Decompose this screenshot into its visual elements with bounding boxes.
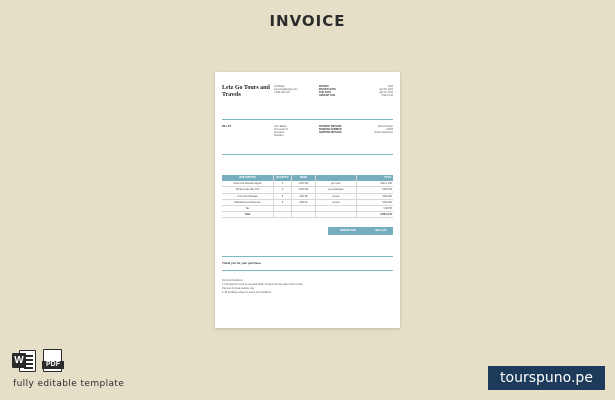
meta-label-invoice: INVOICE: [319, 85, 329, 88]
word-letter: W: [12, 353, 26, 368]
empty-cell: [274, 206, 292, 211]
company-name: Letz Go Tours and Travels: [222, 85, 270, 98]
empty-cell: [316, 212, 357, 217]
cell-total: USD 400: [382, 188, 392, 192]
divider-thanks-bottom: [222, 270, 393, 271]
pdf-label: PDF: [42, 361, 64, 369]
meta-value-due-date: Apr 23, 2021: [379, 91, 393, 94]
page-heading: INVOICE: [269, 12, 346, 30]
empty-cell: [316, 206, 357, 211]
tax-value: USD 80: [383, 206, 392, 210]
total-row: [222, 212, 393, 218]
cell-description: Hotel Inca Sonesta Jaguar: [222, 181, 274, 186]
editable-template-caption: fully editable template: [13, 379, 125, 389]
cell-quantity: 5: [274, 200, 292, 205]
pdf-doc-icon: [42, 349, 64, 373]
cell-description: Titicaca Lake Day Tour: [222, 187, 274, 192]
line-items-table: [222, 175, 393, 218]
header-quantity: QUANTITY: [274, 175, 292, 181]
terms-label-payment: PAYMENT METHOD: [319, 125, 342, 128]
terms-value-shipping: Online, Electronic: [374, 131, 393, 134]
terms-label-shipping: SHIPPING METHOD: [319, 131, 342, 134]
bill-to-name: John Ellison: [274, 125, 287, 128]
bill-to-street: 15 Lincoln St.: [274, 128, 289, 131]
empty-cell: [292, 206, 316, 211]
invoice-sheet: [215, 72, 400, 328]
cell-total: USD 200: [382, 200, 392, 204]
terms-value-booking: 67453: [386, 128, 393, 131]
meta-value-invoice-date: Apr 09, 2021: [379, 88, 393, 91]
cell-unit: person: [316, 200, 357, 205]
empty-cell: [274, 212, 292, 217]
divider-middle: [222, 154, 393, 155]
brand-logo: tourspuno.pe: [488, 366, 605, 390]
contact-name: Jeff Bailey: [274, 85, 285, 88]
cell-unit: person: [316, 194, 357, 199]
cell-quantity: 4: [274, 187, 292, 192]
cell-quantity: 5: [274, 194, 292, 199]
terms-value-payment: Bank Transfer: [378, 125, 393, 128]
cell-price: USD 190: [292, 181, 316, 186]
total-label: Total: [222, 212, 274, 217]
contact-email: accounts@letzgo.com: [274, 88, 298, 91]
header-description: DESCRIPTION: [222, 175, 274, 181]
cell-price: USD 100: [292, 187, 316, 192]
divider-top: [222, 119, 393, 120]
file-format-icons: [12, 349, 64, 373]
divider-thanks-top: [222, 256, 393, 257]
terms-line: 1. Full payment must be received within 14 days from the date of this invoice.: [222, 283, 304, 286]
meta-label-invoice-date: INVOICE DATE: [319, 88, 336, 91]
bill-to-country: Scotland: [274, 134, 284, 137]
cell-quantity: 3: [274, 181, 292, 186]
terms-label-booking: BOOKING NUMBER: [319, 128, 342, 131]
word-doc-icon: [12, 349, 36, 373]
meta-label-due-date: DUE DATE: [319, 91, 332, 94]
amount-due-value: USD 2,110: [374, 229, 387, 232]
terms-heading: Terms & Conditions: [222, 279, 243, 282]
cell-price: USD 40: [292, 200, 316, 205]
total-value: USD 2,110: [380, 213, 392, 217]
empty-cell: [292, 212, 316, 217]
header-price: PRICE: [292, 175, 316, 181]
meta-value-amount-due: USD 2,110: [381, 94, 393, 97]
header-total: TOTAL: [384, 176, 392, 179]
cell-total: USD 1,230: [380, 182, 392, 186]
bill-to-label: BILL TO: [222, 125, 232, 128]
cell-price: USD 80: [292, 194, 316, 199]
cell-unit: per participant: [316, 187, 357, 192]
cell-description: Uros Tour Package: [222, 194, 274, 199]
amount-due-label: AMOUNT DUE: [339, 229, 357, 232]
thank-you-note: Thank you for your purchase.: [222, 261, 262, 265]
terms-line: 2. All bookings subject to terms and conditions.: [222, 291, 272, 294]
cell-total: USD 200: [382, 194, 392, 198]
cell-description: Miscellaneous Expenses: [222, 200, 274, 205]
bill-to-city: Aberdeen: [274, 131, 285, 134]
contact-phone: 1-800-LET-GO: [274, 91, 290, 94]
meta-value-invoice: 1001: [387, 85, 393, 88]
amount-due-bar: [328, 227, 393, 235]
tax-label: Tax: [222, 206, 274, 211]
cell-unit: per room: [316, 181, 357, 186]
terms-line: Payment by bank transfer only.: [222, 287, 255, 290]
meta-label-amount-due: AMOUNT DUE: [319, 94, 336, 97]
